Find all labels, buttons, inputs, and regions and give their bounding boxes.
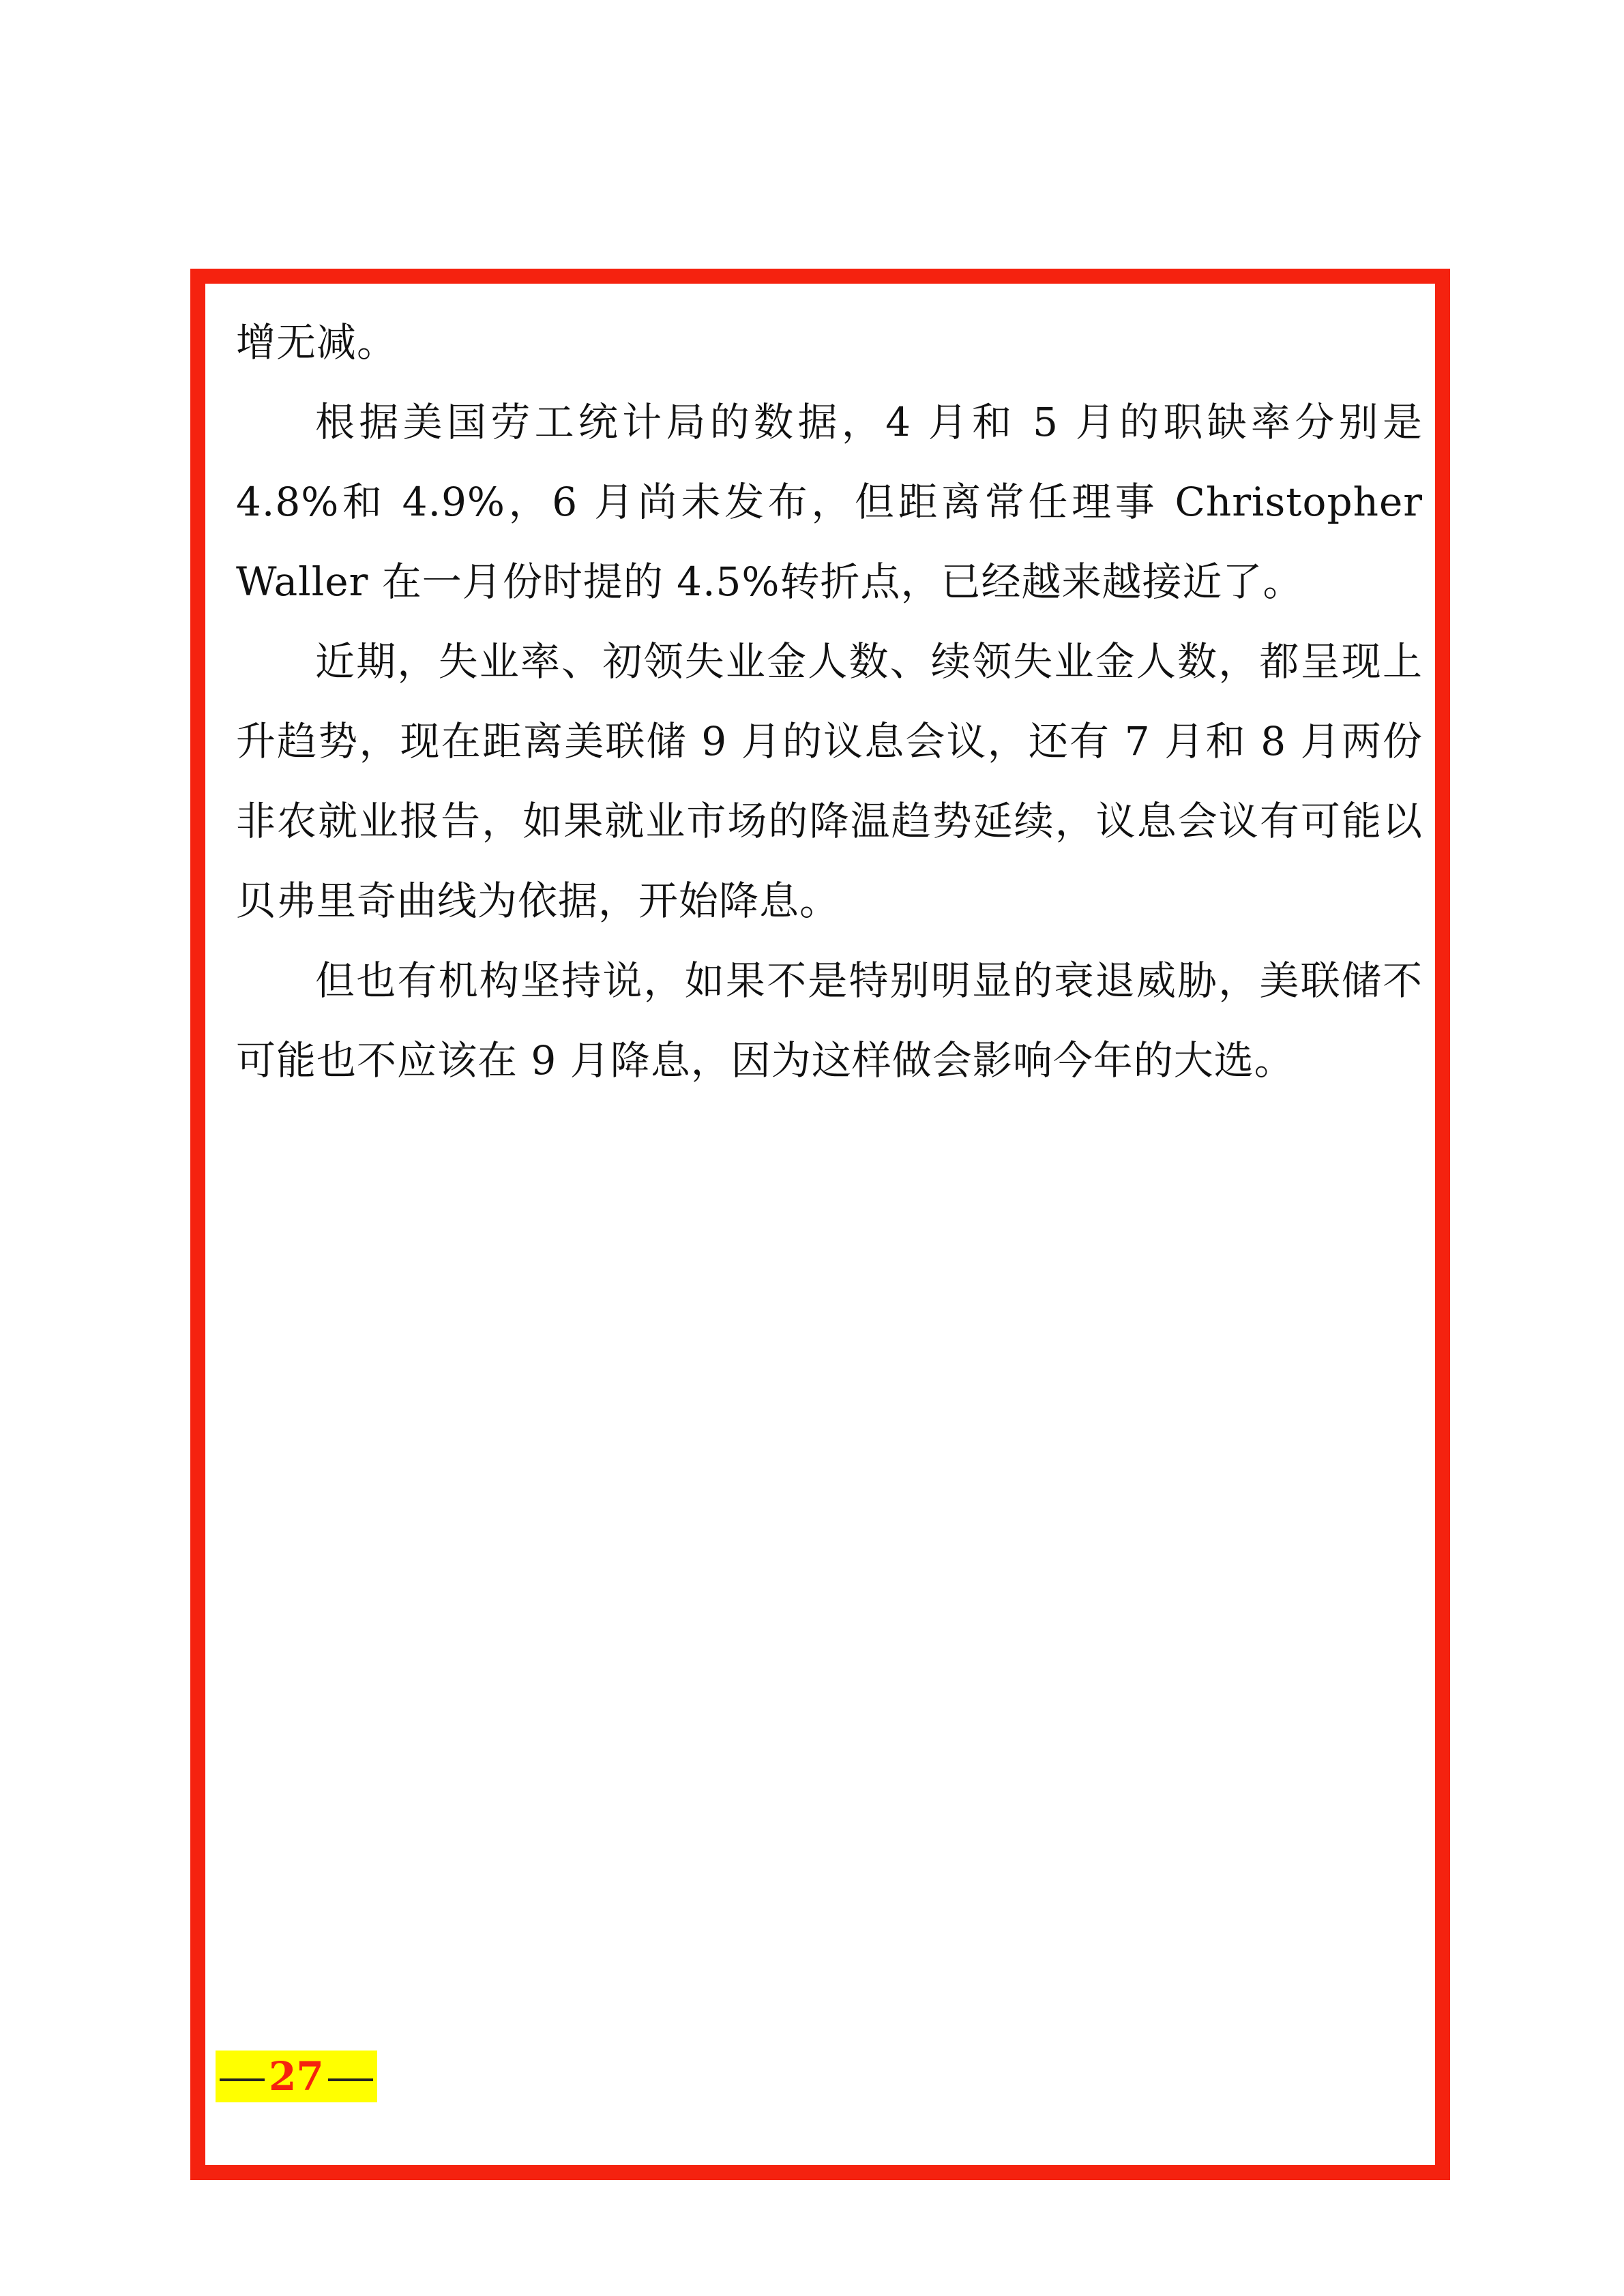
page-number-value: 27 [269,2053,324,2100]
paragraph-unemployment-trend: 近期，失业率、初领失业金人数、续领失业金人数，都呈现上升趋势，现在距离美联储 9 月的议息会议，还有 7 月和 8 月两份非农就业报告，如果就业市场的降温趋势延续，议息会议有可能以贝弗里奇曲线为依据，开始降息。 [236,638,1423,924]
dash-left [220,2078,265,2081]
paragraph-continuation: 增无减。 [236,319,398,366]
paragraph-job-openings: 根据美国劳工统计局的数据，4 月和 5 月的职缺率分别是 4.8%和 4.9%，6 月尚未发布，但距离常任理事 Christopher Waller 在一月份时提的 4.5%转折点，已经越来越接近了。 [236,399,1423,605]
page-number [216,2051,377,2102]
paragraph-rate-cut-opposition: 但也有机构坚持说，如果不是特别明显的衰退威胁，美联储不可能也不应该在 9 月降息，因为这样做会影响今年的大选。 [236,957,1423,1084]
page-frame [190,269,1450,2180]
document-body [236,303,1423,1101]
dash-right [328,2078,373,2081]
